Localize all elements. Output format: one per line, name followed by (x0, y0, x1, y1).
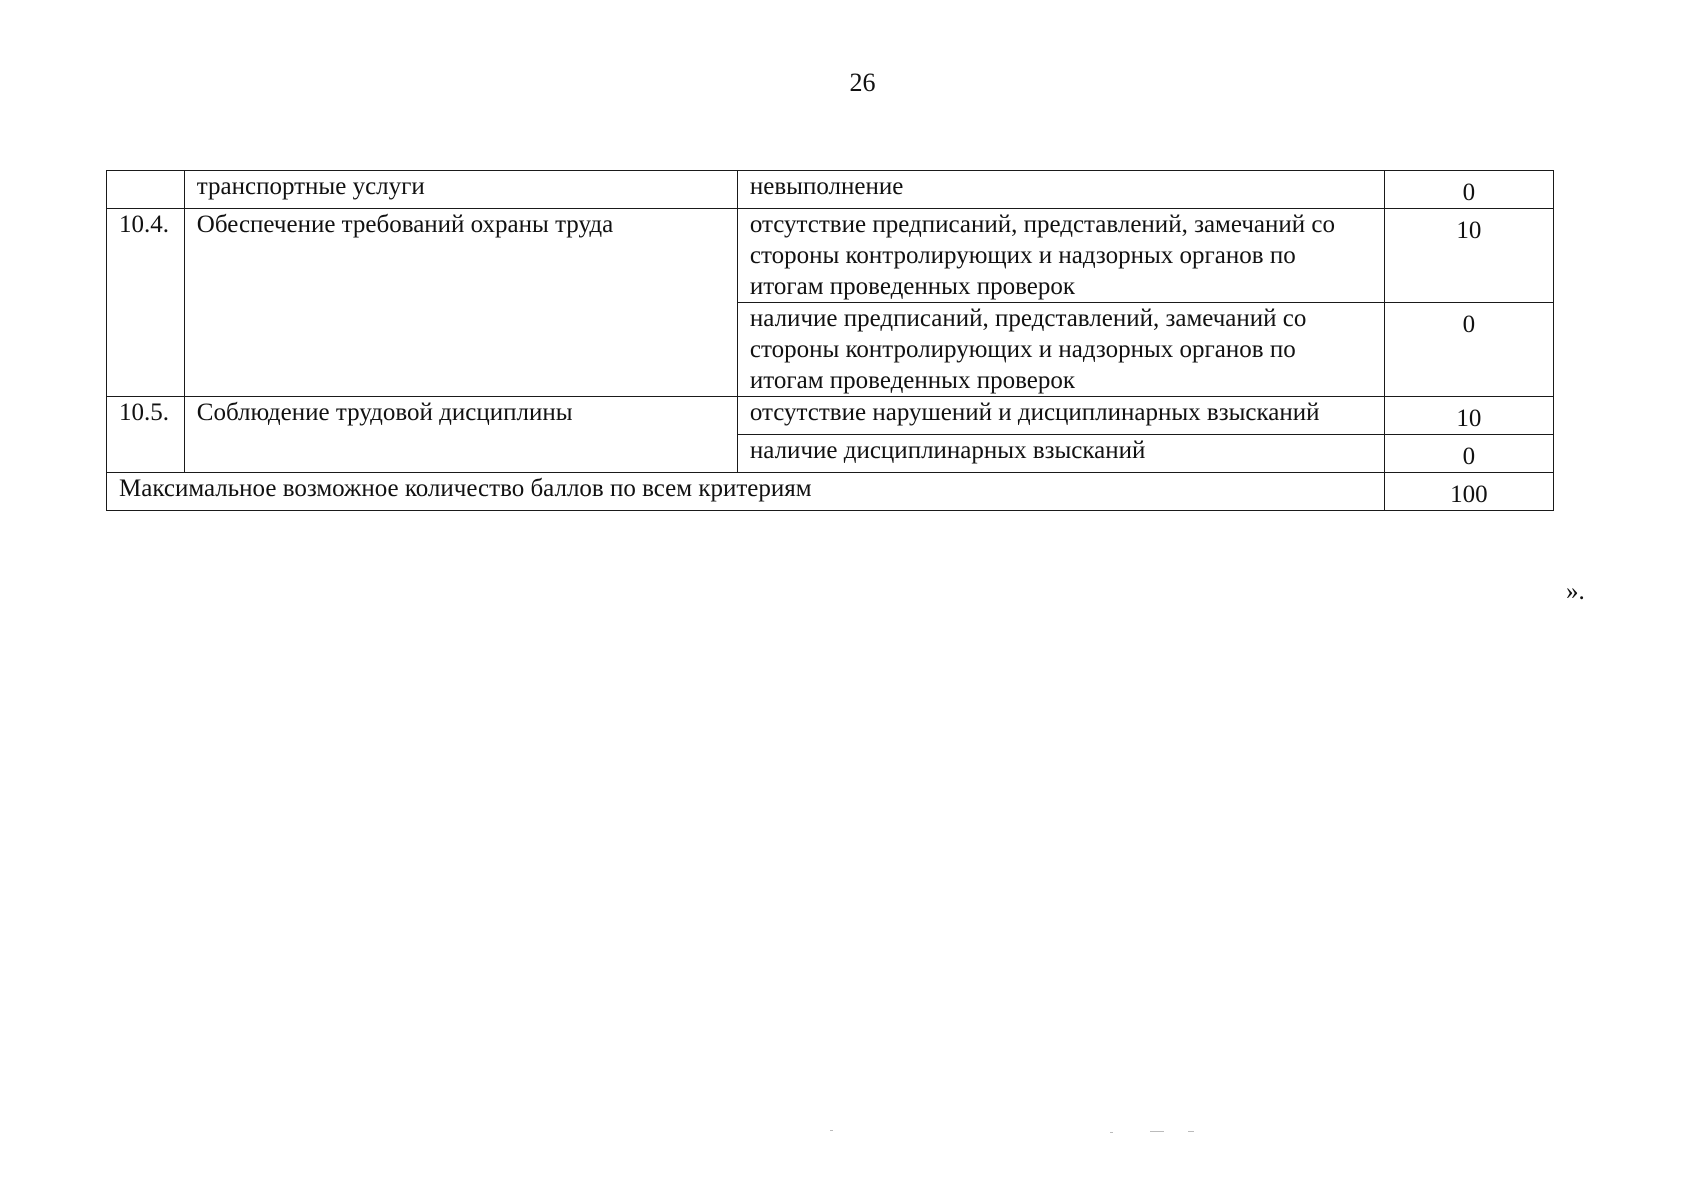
total-score-cell: 100 (1384, 473, 1553, 511)
total-label-cell: Максимальное возможное количество баллов по всем критериям (107, 473, 1385, 511)
condition-cell: отсутствие нарушений и дисциплинарных взысканий (737, 397, 1384, 435)
total-row (107, 473, 1554, 511)
table-row (107, 397, 1554, 435)
criterion-cell: транспортные услуги (184, 171, 737, 209)
row-number-cell: 10.5. (107, 397, 185, 473)
row-number-cell: 10.4. (107, 209, 185, 397)
scan-speck (1188, 1131, 1194, 1132)
row-number-cell (107, 171, 185, 209)
score-cell: 10 (1384, 209, 1553, 303)
score-cell: 0 (1384, 435, 1553, 473)
criterion-cell: Обеспечение требований охраны труда (184, 209, 737, 397)
condition-cell: отсутствие предписаний, представлений, замечаний со стороны контролирующих и надзорных органов по итогам проведенных проверок (737, 209, 1384, 303)
table-row (107, 209, 1554, 303)
criterion-cell: Соблюдение трудовой дисциплины (184, 397, 737, 473)
page-number: 26 (849, 68, 876, 97)
condition-cell: невыполнение (737, 171, 1384, 209)
scan-speck (1110, 1132, 1113, 1133)
condition-cell: наличие предписаний, представлений, замечаний со стороны контролирующих и надзорных органов по итогам проведенных проверок (737, 303, 1384, 397)
scan-speck (830, 1130, 833, 1131)
score-cell: 0 (1384, 303, 1553, 397)
scan-speck (1150, 1131, 1164, 1132)
table-row (107, 171, 1554, 209)
score-cell: 0 (1384, 171, 1553, 209)
closing-quote: ». (1566, 578, 1585, 605)
score-cell: 10 (1384, 397, 1553, 435)
criteria-table (106, 170, 1554, 511)
condition-cell: наличие дисциплинарных взысканий (737, 435, 1384, 473)
